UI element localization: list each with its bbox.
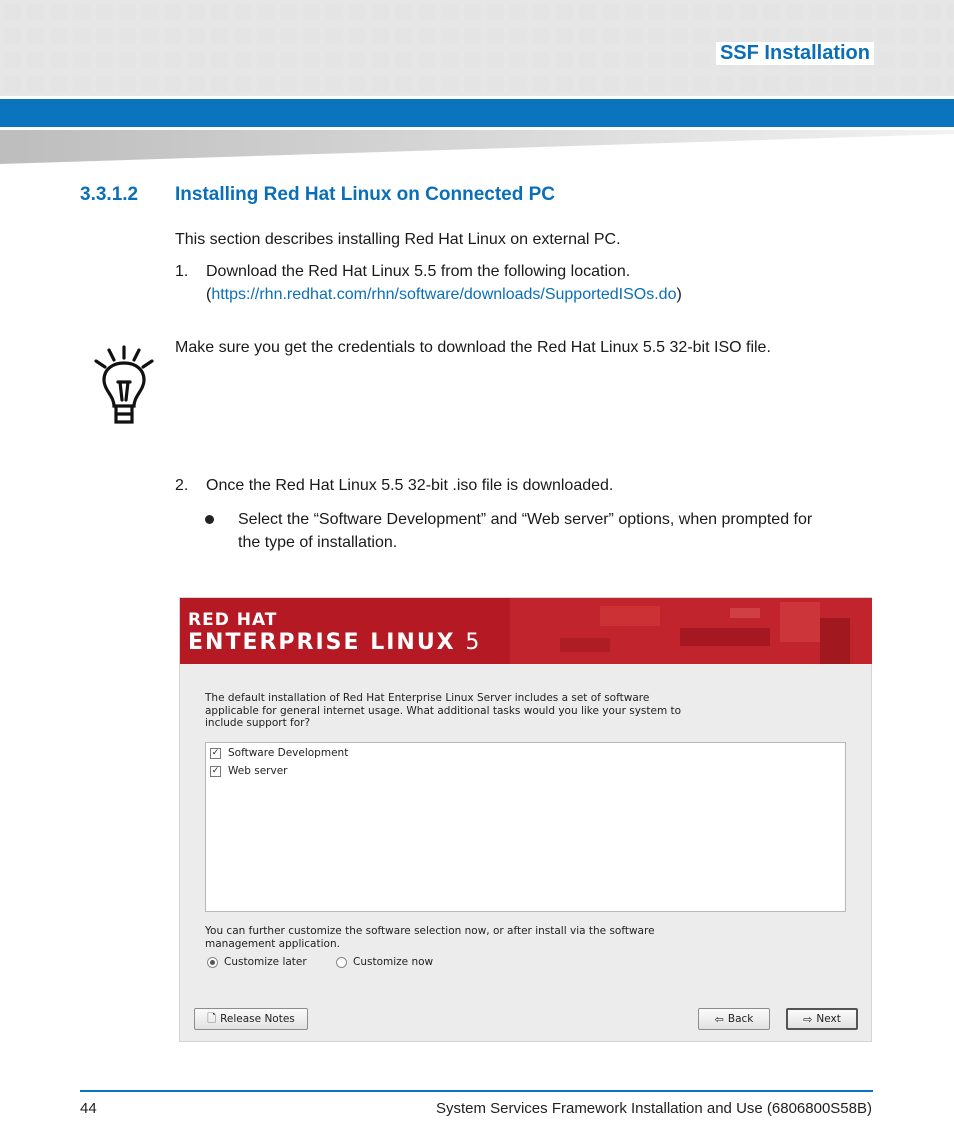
grid-square (234, 52, 251, 68)
grid-square (395, 52, 412, 68)
grid-square (280, 28, 297, 44)
grid-square (878, 76, 895, 92)
grid-square (625, 76, 642, 92)
footer-rule (80, 1090, 873, 1092)
grid-square (188, 4, 205, 20)
grid-square (809, 76, 826, 92)
grid-square (924, 28, 941, 44)
grid-square (96, 76, 113, 92)
grid-square (234, 4, 251, 20)
radio-unselected-icon[interactable] (336, 957, 347, 968)
page-number: 44 (80, 1100, 97, 1117)
grid-square (556, 76, 573, 92)
customize-line-2: management application. (205, 937, 340, 950)
grid-square (418, 52, 435, 68)
grid-square (855, 76, 872, 92)
grid-square (211, 52, 228, 68)
grid-square (165, 52, 182, 68)
grid-square (257, 4, 274, 20)
grid-square (372, 28, 389, 44)
grid-square (648, 52, 665, 68)
section-number: 3.3.1.2 (80, 184, 139, 205)
grid-square (648, 28, 665, 44)
grid-square (464, 52, 481, 68)
step1-text: Download the Red Hat Linux 5.5 from the following location. (206, 263, 631, 280)
grid-square (119, 4, 136, 20)
grid-square (648, 4, 665, 20)
grid-square (579, 4, 596, 20)
grid-square (441, 28, 458, 44)
grid-square (4, 76, 21, 92)
grid-square (832, 4, 849, 20)
grid-square (671, 4, 688, 20)
grid-square (303, 4, 320, 20)
grid-square (73, 76, 90, 92)
document-title: System Services Framework Installation and Use (6806800S58B) (435, 1100, 872, 1117)
grid-square (418, 76, 435, 92)
grid-square (625, 4, 642, 20)
grid-square (119, 52, 136, 68)
grid-square (165, 28, 182, 44)
grid-square (165, 76, 182, 92)
grid-square (533, 28, 550, 44)
grid-square (556, 28, 573, 44)
banner-product-name: ENTERPRISE LINUX (188, 630, 456, 655)
grid-square (50, 52, 67, 68)
grid-square (947, 76, 954, 92)
grid-square (303, 52, 320, 68)
option-software-development[interactable] (210, 746, 348, 760)
grid-square (533, 4, 550, 20)
banner-redhat: RED HAT (188, 610, 278, 630)
grid-square (395, 28, 412, 44)
header-blue-bar (0, 99, 954, 127)
grid-square (510, 52, 527, 68)
grid-square (372, 4, 389, 20)
grid-square (556, 4, 573, 20)
grid-square (533, 76, 550, 92)
grid-square (372, 52, 389, 68)
grid-square (602, 52, 619, 68)
header-grey-wedge (0, 130, 954, 164)
grid-square (763, 4, 780, 20)
grid-square (441, 76, 458, 92)
grid-square (165, 4, 182, 20)
grid-square (303, 76, 320, 92)
header-title: SSF Installation (716, 42, 874, 65)
grid-square (579, 28, 596, 44)
grid-square (326, 76, 343, 92)
grid-square (326, 28, 343, 44)
grid-square (878, 4, 895, 20)
grid-square (487, 76, 504, 92)
grid-square (211, 4, 228, 20)
grid-square (280, 4, 297, 20)
grid-square (901, 76, 918, 92)
grid-square (901, 4, 918, 20)
option-label: Software Development (228, 747, 349, 759)
grid-square (280, 52, 297, 68)
grid-square (142, 28, 159, 44)
grid-square (234, 76, 251, 92)
bullet-line2: the type of installation. (238, 534, 398, 551)
grid-square (188, 52, 205, 68)
grid-square (694, 28, 711, 44)
arrow-left-icon: ⇦ (714, 1012, 724, 1026)
grid-square (96, 4, 113, 20)
back-label: Back (727, 1013, 754, 1025)
grid-square (349, 76, 366, 92)
grid-square (142, 52, 159, 68)
grid-square (326, 4, 343, 20)
release-notes-button[interactable] (194, 1008, 308, 1030)
grid-square (694, 4, 711, 20)
grid-square (441, 52, 458, 68)
desc-line-2: applicable for general internet usage. What additional tasks would you like your system to (205, 704, 682, 717)
grid-square (27, 52, 44, 68)
grid-square (924, 4, 941, 20)
grid-square (50, 76, 67, 92)
grid-square (740, 4, 757, 20)
grid-square (947, 28, 954, 44)
grid-square (418, 4, 435, 20)
grid-square (510, 28, 527, 44)
grid-square (855, 4, 872, 20)
grid-square (648, 76, 665, 92)
desc-line-1: The default installation of Red Hat Enterprise Linux Server includes a set of software (205, 692, 650, 704)
grid-square (694, 76, 711, 92)
grid-square (464, 4, 481, 20)
grid-square (878, 52, 895, 68)
link-paren-open: ( (206, 286, 212, 303)
grid-square (786, 76, 803, 92)
note-text: Make sure you get the credentials to download the Red Hat Linux 5.5 32-bit ISO file. (175, 339, 771, 356)
desc-line-3: include support for? (205, 717, 311, 729)
grid-square (211, 28, 228, 44)
grid-square (50, 4, 67, 20)
grid-square (556, 52, 573, 68)
installer-screenshot (179, 597, 872, 1042)
grid-square (832, 76, 849, 92)
grid-square (786, 4, 803, 20)
bullet-dot (205, 515, 214, 524)
grid-square (27, 28, 44, 44)
grid-square (671, 28, 688, 44)
grid-square (947, 52, 954, 68)
grid-square (579, 52, 596, 68)
document-icon: 🗋 (207, 1011, 217, 1025)
step1-link-line (206, 283, 682, 306)
grid-square (763, 76, 780, 92)
grid-square (602, 76, 619, 92)
grid-square (924, 52, 941, 68)
grid-square (464, 28, 481, 44)
grid-square (211, 76, 228, 92)
radio-now-label: Customize now (353, 956, 434, 968)
grid-square (809, 4, 826, 20)
grid-square (441, 4, 458, 20)
grid-square (188, 76, 205, 92)
task-listbox[interactable] (205, 742, 846, 912)
grid-square (947, 4, 954, 20)
radio-selected-icon[interactable] (207, 957, 218, 968)
grid-square (372, 76, 389, 92)
grid-square (4, 4, 21, 20)
grid-square (303, 28, 320, 44)
grid-square (119, 76, 136, 92)
grid-square (142, 4, 159, 20)
grid-square (96, 28, 113, 44)
grid-square (4, 28, 21, 44)
grid-square (510, 76, 527, 92)
option-label: Web server (228, 765, 288, 777)
grid-square (142, 76, 159, 92)
next-button[interactable] (786, 1008, 858, 1030)
banner-version: 5 (465, 630, 482, 655)
link-paren-close: ) (676, 286, 682, 303)
bullet-line1: Select the “Software Development” and “Web server” options, when prompted for (238, 511, 813, 528)
grid-square (510, 4, 527, 20)
grid-square (625, 28, 642, 44)
customize-description (205, 925, 655, 950)
release-notes-label: Release Notes (220, 1013, 295, 1025)
back-button[interactable] (698, 1008, 770, 1030)
grid-square (4, 52, 21, 68)
grid-square (349, 28, 366, 44)
grid-square (694, 52, 711, 68)
grid-square (326, 52, 343, 68)
grid-square (257, 76, 274, 92)
grid-square (234, 28, 251, 44)
grid-square (395, 76, 412, 92)
grid-square (418, 28, 435, 44)
step2-number: 2. (175, 477, 189, 494)
grid-square (395, 4, 412, 20)
customize-line-1: You can further customize the software selection now, or after install via the software (205, 925, 655, 937)
arrow-right-icon: ⇨ (803, 1012, 813, 1026)
grid-square (257, 28, 274, 44)
checkbox-checked-icon[interactable]: ✓ (211, 747, 220, 758)
grid-square (188, 28, 205, 44)
grid-square (717, 4, 734, 20)
grid-square (73, 52, 90, 68)
section-heading (80, 184, 555, 206)
grid-square (73, 4, 90, 20)
step1-number: 1. (175, 263, 189, 280)
grid-square (579, 76, 596, 92)
option-web-server[interactable] (210, 764, 287, 778)
radio-later-label: Customize later (224, 956, 307, 968)
radio-customize-later[interactable] (207, 956, 307, 968)
grid-square (901, 52, 918, 68)
grid-square (602, 28, 619, 44)
grid-square (740, 76, 757, 92)
lightbulb-icon (92, 344, 156, 426)
grid-square (257, 52, 274, 68)
checkbox-checked-icon[interactable]: ✓ (211, 765, 220, 776)
grid-square (280, 76, 297, 92)
grid-square (96, 52, 113, 68)
grid-square (349, 52, 366, 68)
intro-text: This section describes installing Red Hat Linux on external PC. (175, 231, 621, 248)
grid-square (27, 76, 44, 92)
grid-square (625, 52, 642, 68)
download-link[interactable]: https://rhn.redhat.com/rhn/software/downloads/SupportedISOs.do (211, 286, 677, 303)
radio-customize-now[interactable] (336, 956, 433, 968)
grid-square (924, 76, 941, 92)
step2-text: Once the Red Hat Linux 5.5 32-bit .iso file is downloaded. (206, 477, 614, 494)
grid-square (50, 28, 67, 44)
grid-square (349, 4, 366, 20)
grid-square (671, 76, 688, 92)
grid-square (717, 76, 734, 92)
next-label: Next (816, 1013, 841, 1025)
banner-product (188, 630, 481, 655)
grid-square (487, 52, 504, 68)
redhat-banner (180, 598, 872, 664)
grid-square (464, 76, 481, 92)
grid-square (878, 28, 895, 44)
grid-square (671, 52, 688, 68)
grid-square (119, 28, 136, 44)
grid-square (602, 4, 619, 20)
section-title: Installing Red Hat Linux on Connected PC (175, 184, 556, 205)
grid-square (487, 28, 504, 44)
grid-square (487, 4, 504, 20)
grid-square (27, 4, 44, 20)
grid-square (533, 52, 550, 68)
install-description (205, 692, 681, 730)
grid-square (73, 28, 90, 44)
grid-square (901, 28, 918, 44)
